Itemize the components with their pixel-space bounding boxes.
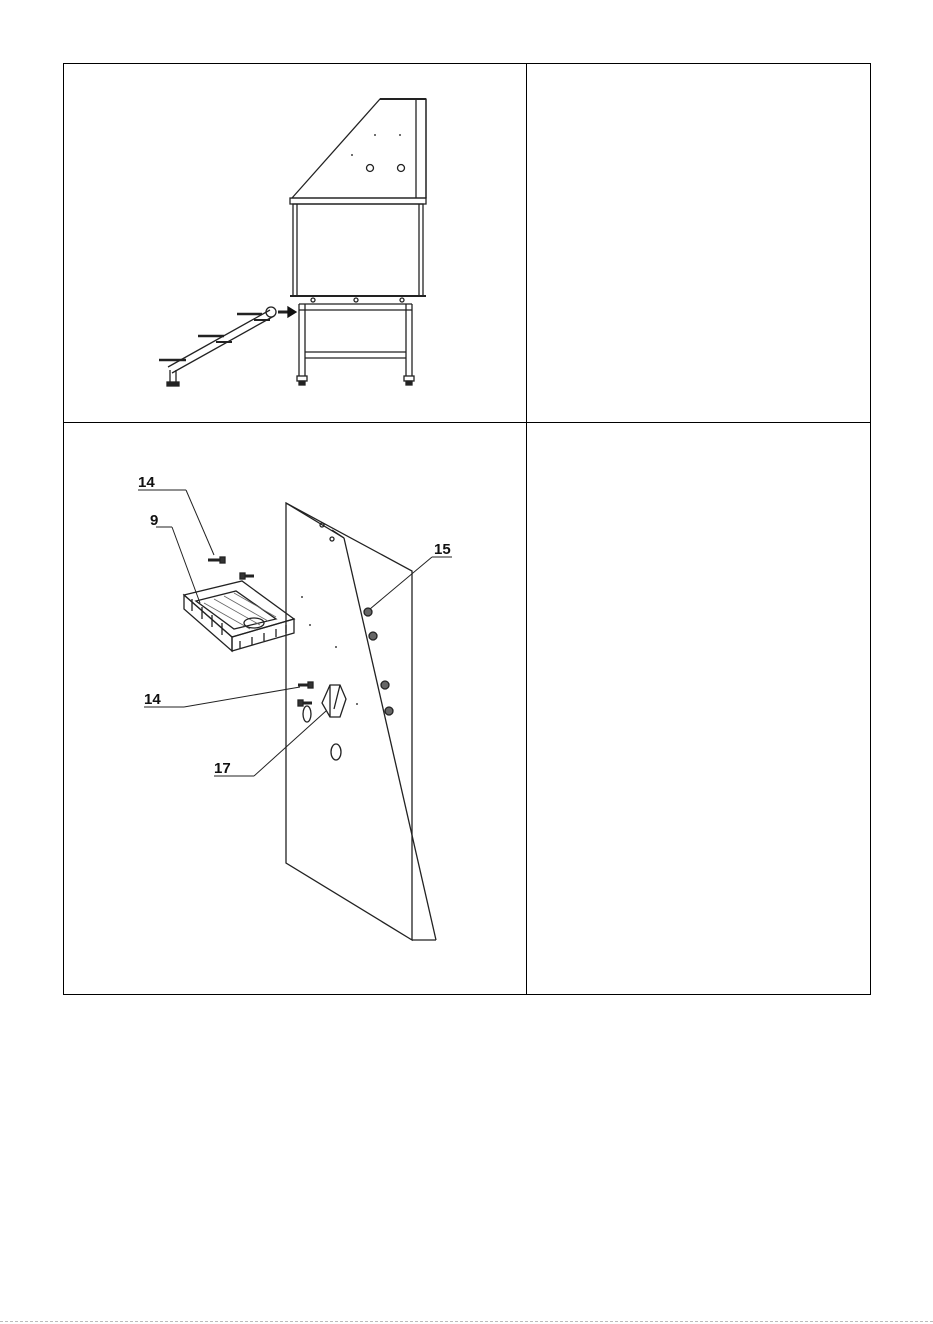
nuts-group — [364, 608, 393, 715]
figure-cell-1 — [64, 64, 527, 423]
step-row-1 — [64, 64, 871, 423]
callout-17: 17 — [214, 760, 231, 777]
screws-upper — [208, 557, 254, 579]
page-bottom-rule — [0, 1321, 933, 1322]
insert-arrow-icon — [278, 307, 296, 317]
instruction-cell-1 — [527, 64, 871, 423]
basket — [184, 581, 294, 651]
instruction-cell-2 — [527, 423, 871, 995]
figure-cell-2 — [64, 423, 527, 995]
step-row-2 — [64, 423, 871, 995]
callout-14-upper: 14 — [138, 474, 155, 491]
tub-backsplash — [292, 99, 426, 198]
callout-15: 15 — [434, 541, 451, 558]
holder-bracket — [322, 685, 346, 717]
callout-14-lower: 14 — [144, 691, 161, 708]
back-panel-figure — [64, 423, 526, 994]
callout-9: 9 — [150, 512, 159, 529]
tub-frame — [297, 304, 414, 385]
leader-lines — [138, 490, 452, 776]
tub-steps-figure — [64, 64, 526, 422]
screws-lower — [298, 682, 313, 722]
instruction-table — [63, 63, 871, 995]
tub-body — [290, 204, 426, 302]
tub-rim — [290, 198, 426, 204]
step-ladder — [159, 307, 276, 386]
